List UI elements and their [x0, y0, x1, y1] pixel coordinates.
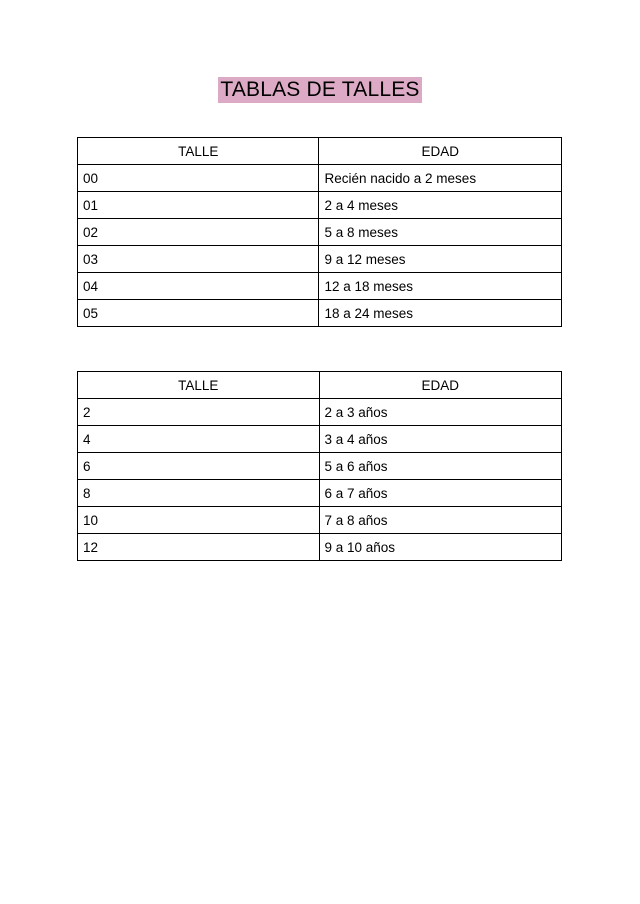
table-row — [78, 219, 562, 246]
talle-cell: 00 — [78, 165, 319, 192]
table-row — [78, 534, 562, 561]
table-row — [78, 300, 562, 327]
edad-cell: 18 a 24 meses — [319, 300, 562, 327]
table-row — [78, 246, 562, 273]
table-row — [78, 399, 562, 426]
talle-cell: 05 — [78, 300, 319, 327]
size-table-kids — [77, 371, 562, 561]
edad-cell: 5 a 6 años — [319, 453, 562, 480]
page-title: TABLAS DE TALLES — [220, 78, 420, 101]
table-row — [78, 453, 562, 480]
table-row — [78, 273, 562, 300]
edad-cell: 9 a 12 meses — [319, 246, 562, 273]
talle-cell: 2 — [78, 399, 320, 426]
title-container — [0, 77, 640, 103]
column-header-talle: TALLE — [78, 372, 320, 399]
edad-cell: Recién nacido a 2 meses — [319, 165, 562, 192]
edad-cell: 9 a 10 años — [319, 534, 562, 561]
edad-cell: 2 a 4 meses — [319, 192, 562, 219]
column-header-edad: EDAD — [319, 138, 562, 165]
talle-cell: 04 — [78, 273, 319, 300]
talle-cell: 4 — [78, 426, 320, 453]
table-header-row — [78, 138, 562, 165]
edad-cell: 3 a 4 años — [319, 426, 562, 453]
edad-cell: 5 a 8 meses — [319, 219, 562, 246]
table-row — [78, 192, 562, 219]
edad-cell: 12 a 18 meses — [319, 273, 562, 300]
size-table-babies — [77, 137, 562, 327]
table-header-row — [78, 372, 562, 399]
talle-cell: 01 — [78, 192, 319, 219]
talle-cell: 6 — [78, 453, 320, 480]
talle-cell: 8 — [78, 480, 320, 507]
table-row — [78, 426, 562, 453]
edad-cell: 6 a 7 años — [319, 480, 562, 507]
talle-cell: 03 — [78, 246, 319, 273]
table-row — [78, 165, 562, 192]
talle-cell: 12 — [78, 534, 320, 561]
talle-cell: 10 — [78, 507, 320, 534]
column-header-talle: TALLE — [78, 138, 319, 165]
edad-cell: 7 a 8 años — [319, 507, 562, 534]
talle-cell: 02 — [78, 219, 319, 246]
table-row — [78, 507, 562, 534]
table-row — [78, 480, 562, 507]
column-header-edad: EDAD — [319, 372, 562, 399]
edad-cell: 2 a 3 años — [319, 399, 562, 426]
